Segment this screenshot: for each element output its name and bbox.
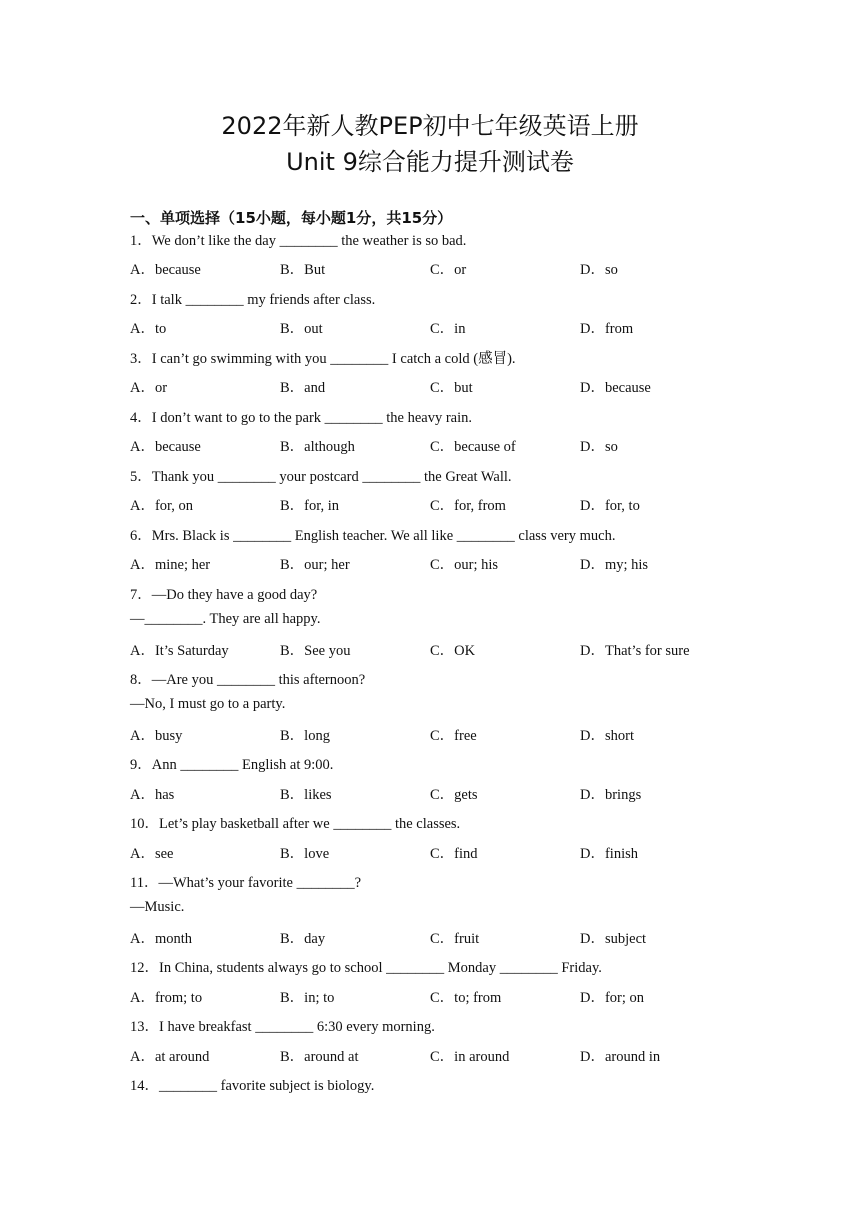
question-7-option-a: A．It’s Saturday [130,643,229,659]
question-4-option-d: D．so [580,439,618,455]
question-12-option-b: B．in; to [280,990,335,1006]
question-13-option-a: A．at around [130,1049,210,1065]
question-6-option-a: A．mine; her [130,557,211,573]
question-2-option-d: D．from [580,321,634,337]
page-title-line-1: 2022年新人教PEP初中七年级英语上册 [221,112,639,140]
question-6-option-d: D．my; his [580,557,649,573]
question-5-option-a: A．for, on [130,498,194,514]
question-7-stem: 7．—Do they have a good day? [130,587,318,603]
section-heading: 一、单项选择（15小题，每小题1分，共15分） [130,209,453,227]
question-4-option-a: A．because [130,439,201,455]
question-12-option-d: D．for; on [580,990,645,1006]
question-1-option-c: C．or [430,262,467,278]
question-7-option-b: B．See you [280,643,351,659]
question-8-option-b: B．long [280,728,330,744]
question-9-option-a: A．has [130,787,175,803]
question-4-option-c: C．because of [430,439,516,455]
question-3-option-c: C．but [430,380,473,396]
question-11-option-d: D．subject [580,931,647,947]
question-1-option-b: B．But [280,262,326,278]
question-5-option-d: D．for, to [580,498,640,514]
question-11-stem: 11．—What’s your favorite ________? [130,875,362,891]
question-11-option-c: C．fruit [430,931,480,947]
question-5-stem: 5．Thank you ________ your postcard ________ the Great Wall. [130,469,512,485]
question-3-stem: 3．I can’t go swimming with you ________ I catch a cold (感冒). [130,351,516,367]
question-8-option-c: C．free [430,728,477,744]
question-10-option-b: B．love [280,846,330,862]
question-2-option-c: C．in [430,321,466,337]
question-13-stem: 13．I have breakfast ________ 6:30 every morning. [130,1019,435,1035]
question-1-stem: 1．We don’t like the day ________ the weather is so bad. [130,233,467,249]
question-11-option-b: B．day [280,931,326,947]
question-12-option-c: C．to; from [430,990,502,1006]
question-11-option-a: A．month [130,931,193,947]
question-5-option-b: B．for, in [280,498,340,514]
question-14-stem: 14．________ favorite subject is biology. [130,1078,375,1094]
question-11-response: —Music. [130,899,185,915]
question-6-stem: 6．Mrs. Black is ________ English teacher. We all like ________ class very much. [130,528,616,544]
question-7-response: —________. They are all happy. [130,611,321,627]
question-4-stem: 4．I don’t want to go to the park ________ the heavy rain. [130,410,473,426]
question-6-option-c: C．our; his [430,557,499,573]
question-7-option-c: C．OK [430,643,476,659]
question-13-option-c: C．in around [430,1049,510,1065]
question-2-stem: 2．I talk ________ my friends after class. [130,292,376,308]
question-12-option-a: A．from; to [130,990,203,1006]
question-2-option-a: A．to [130,321,167,337]
question-3-option-a: A．or [130,380,168,396]
question-8-option-d: D．short [580,728,634,744]
question-5-option-c: C．for, from [430,498,506,514]
question-3-option-b: B．and [280,380,326,396]
question-8-option-a: A．busy [130,728,183,744]
question-9-option-b: B．likes [280,787,332,803]
question-7-option-d: D．That’s for sure [580,643,690,659]
question-9-option-c: C．gets [430,787,478,803]
page-title-line-2: Unit 9综合能力提升测试卷 [286,148,574,176]
question-13-option-d: D．around in [580,1049,661,1065]
question-6-option-b: B．our; her [280,557,350,573]
question-9-option-d: D．brings [580,787,642,803]
question-10-option-c: C．find [430,846,478,862]
question-9-stem: 9．Ann ________ English at 9:00. [130,757,334,773]
question-10-option-d: D．finish [580,846,638,862]
question-10-stem: 10．Let’s play basketball after we ________ the classes. [130,816,461,832]
question-12-stem: 12．In China, students always go to school ________ Monday ________ Friday. [130,960,602,976]
question-8-stem: 8．—Are you ________ this afternoon? [130,672,366,688]
question-2-option-b: B．out [280,321,323,337]
question-4-option-b: B．although [280,439,355,455]
question-13-option-b: B．around at [280,1049,359,1065]
question-3-option-d: D．because [580,380,651,396]
question-10-option-a: A．see [130,846,174,862]
question-8-response: —No, I must go to a party. [130,696,286,712]
question-1-option-d: D．so [580,262,618,278]
question-1-option-a: A．because [130,262,201,278]
